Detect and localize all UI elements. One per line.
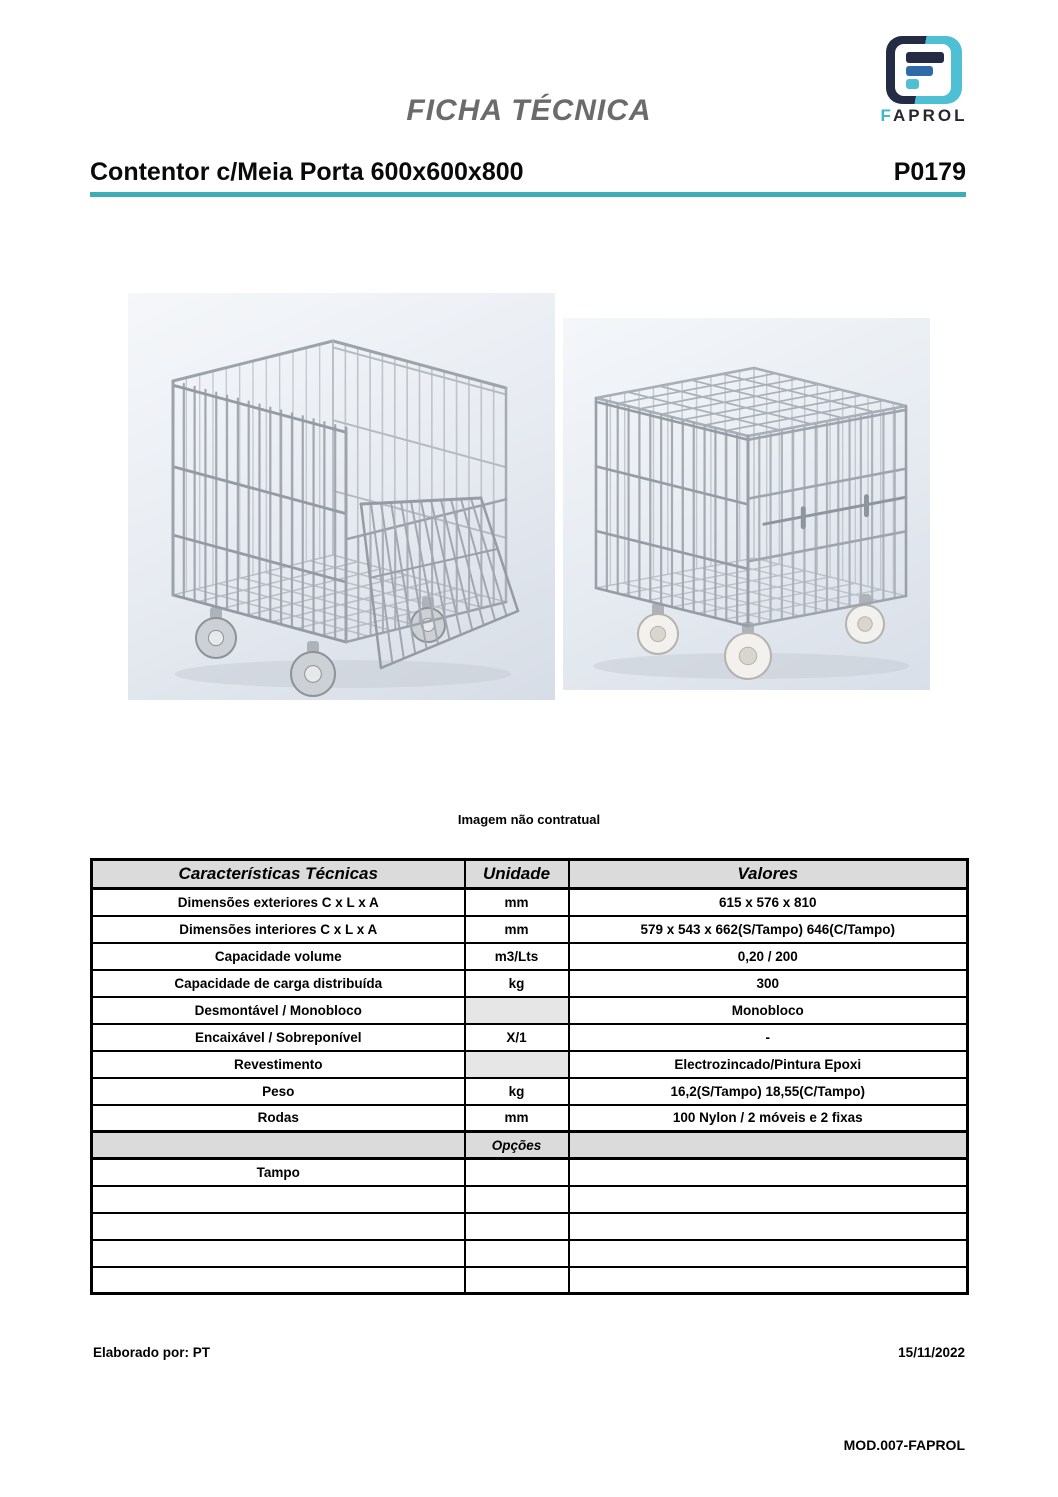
spec-unit: m3/Lts (465, 943, 569, 970)
table-row (92, 1159, 968, 1186)
spec-table (90, 858, 969, 1295)
option-unit (465, 1267, 569, 1294)
spec-unit: kg (465, 1078, 569, 1105)
document-code: MOD.007-FAPROL (843, 1437, 965, 1453)
image-disclaimer: Imagem não contratual (457, 812, 601, 827)
document-date: 15/11/2022 (898, 1345, 965, 1360)
table-row (92, 1078, 968, 1105)
table-row (92, 943, 968, 970)
spec-value: 0,20 / 200 (569, 943, 968, 970)
spec-unit: X/1 (465, 1024, 569, 1051)
option-value (569, 1240, 968, 1267)
option-unit (465, 1186, 569, 1213)
table-row (92, 1186, 968, 1213)
product-header-rule (90, 158, 966, 197)
table-row (92, 916, 968, 943)
spec-unit: mm (465, 889, 569, 916)
spec-label: Encaixável / Sobreponível (92, 1024, 465, 1051)
spec-label: Dimensões exteriores C x L x A (92, 889, 465, 916)
spec-value: 100 Nylon / 2 móveis e 2 fixas (569, 1105, 968, 1132)
options-header: Opções (465, 1132, 569, 1159)
table-row (92, 1213, 968, 1240)
table-row (92, 1240, 968, 1267)
spec-value: - (569, 1024, 968, 1051)
logo-letters-rest: APROL (892, 106, 968, 125)
spec-unit (465, 1051, 569, 1078)
table-row (92, 1024, 968, 1051)
options-right-cell (569, 1132, 968, 1159)
spec-value: 615 x 576 x 810 (569, 889, 968, 916)
table-row (92, 1267, 968, 1294)
product-name: Contentor c/Meia Porta 600x600x800 (90, 158, 524, 186)
spec-unit: mm (465, 916, 569, 943)
wire-container-lid-illustration (563, 318, 930, 690)
col-header-valores: Valores (569, 860, 968, 889)
product-code: P0179 (893, 158, 966, 186)
table-row (92, 1051, 968, 1078)
logo-bar-middle (906, 66, 933, 76)
spec-value: 579 x 543 x 662(S/Tampo) 646(C/Tampo) (569, 916, 968, 943)
col-header-caracteristicas: Características Técnicas (92, 860, 465, 889)
option-value (569, 1159, 968, 1186)
spec-label: Dimensões interiores C x L x A (92, 916, 465, 943)
option-value (569, 1186, 968, 1213)
spec-value: 16,2(S/Tampo) 18,55(C/Tampo) (569, 1078, 968, 1105)
col-header-unidade: Unidade (465, 860, 569, 889)
spec-value: Electrozincado/Pintura Epoxi (569, 1051, 968, 1078)
table-row (92, 997, 968, 1024)
spec-label: Revestimento (92, 1051, 465, 1078)
spec-value: 300 (569, 970, 968, 997)
option-label (92, 1213, 465, 1240)
option-unit (465, 1240, 569, 1267)
logo-bar-bottom (906, 79, 919, 89)
spec-label: Capacidade volume (92, 943, 465, 970)
spec-unit: kg (465, 970, 569, 997)
faprol-logo-f-mark (895, 44, 951, 96)
option-label: Tampo (92, 1159, 465, 1186)
spec-label: Peso (92, 1078, 465, 1105)
logo-bar-top (906, 52, 944, 63)
option-unit (465, 1213, 569, 1240)
wire-container-open-illustration (128, 293, 555, 700)
product-render-with-lid (563, 318, 930, 690)
option-value (569, 1213, 968, 1240)
document-title: FICHA TÉCNICA (406, 94, 652, 127)
spec-unit: mm (465, 1105, 569, 1132)
option-label (92, 1267, 465, 1294)
options-left-cell (92, 1132, 465, 1159)
spec-label: Rodas (92, 1105, 465, 1132)
spec-header-row (92, 860, 968, 889)
elaborated-by: Elaborado por: PT (93, 1345, 211, 1360)
table-row (92, 889, 968, 916)
option-unit (465, 1159, 569, 1186)
spec-label: Desmontável / Monobloco (92, 997, 465, 1024)
spec-label: Capacidade de carga distribuída (92, 970, 465, 997)
product-render-open-door (128, 293, 555, 700)
logo-letter-f: F (880, 106, 893, 125)
table-row (92, 1105, 968, 1132)
table-row (92, 970, 968, 997)
spec-unit (465, 997, 569, 1024)
option-value (569, 1267, 968, 1294)
option-label (92, 1186, 465, 1213)
option-label (92, 1240, 465, 1267)
options-section-row (92, 1132, 968, 1159)
spec-value: Monobloco (569, 997, 968, 1024)
